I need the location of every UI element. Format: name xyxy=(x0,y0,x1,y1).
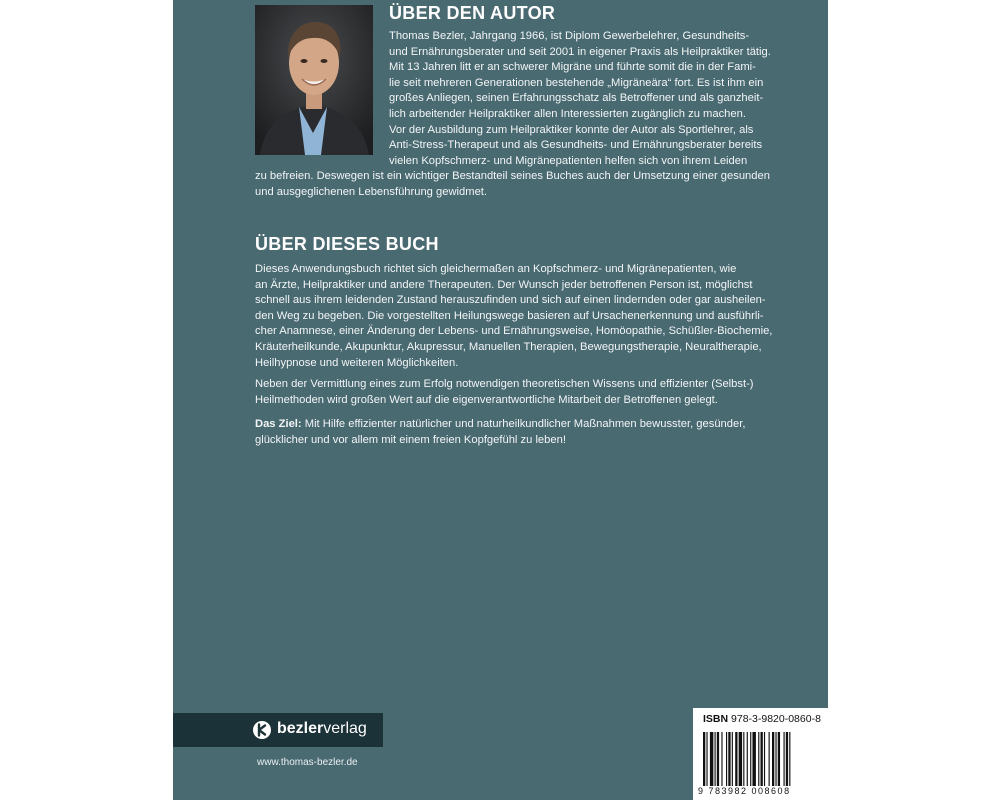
author-bio-line: lich arbeitender Heilpraktiker allen Interessierten zugänglich zu machen. xyxy=(389,107,746,120)
publisher-name-regular: verlag xyxy=(323,720,367,737)
author-bio-line: und Ernährungsberater und seit 2001 in eigener Praxis als Heilpraktiker tätig. xyxy=(389,45,771,58)
book-description-paragraph-1 xyxy=(255,262,772,371)
barcode-digits: 9 783982 008608 xyxy=(698,786,791,796)
barcode-bar xyxy=(752,732,755,786)
barcode-bar xyxy=(721,732,722,786)
barcode-bar xyxy=(758,732,759,786)
publisher-logo-bar xyxy=(173,713,383,747)
barcode-bar xyxy=(732,732,733,786)
bezler-logo-icon xyxy=(253,721,271,739)
barcode-bar xyxy=(761,732,763,786)
barcode-bar xyxy=(750,732,751,786)
author-bio-line: Vor der Ausbildung zum Heilpraktiker konnte der Autor als Sportlehrer, als xyxy=(389,123,754,136)
barcode-bar xyxy=(764,732,765,786)
book-text-line: schnell aus ihrem leidenden Zustand herauszufinden und sich auf einen lindernden oder gar ausheilen- xyxy=(255,294,766,307)
author-bio-block xyxy=(389,29,771,169)
goal-text: Mit Hilfe effizienter natürlicher und naturheilkundlicher Maßnahmen bewusster, gesünder, xyxy=(301,418,746,430)
barcode-bar xyxy=(706,732,707,786)
book-heading: ÜBER DIESES BUCH xyxy=(255,234,439,254)
barcode-bar xyxy=(743,732,744,786)
book-text-line: Kräuterheilkunde, Akupunktur, Akupressur, Manuellen Therapien, Bewegungstherapie, Neuraltherapie, xyxy=(255,340,762,353)
barcode-bar xyxy=(747,732,748,786)
author-bio-line: Thomas Bezler, Jahrgang 1966, ist Diplom Gewerbelehrer, Gesundheits- xyxy=(389,30,750,42)
author-portrait-image xyxy=(255,5,373,155)
book-goal-line xyxy=(255,417,745,433)
barcode-bar xyxy=(710,732,713,786)
barcode-bar xyxy=(772,732,774,786)
publisher-url: www.thomas-bezler.de xyxy=(257,757,358,768)
author-portrait xyxy=(255,5,373,155)
author-bio-line: zu befreien. Deswegen ist ein wichtiger Bestandteil seines Buches auch der Umsetzung einer gesunden xyxy=(255,170,770,182)
author-bio-line: und ausgeglichenen Lebensführung gewidmet. xyxy=(255,185,488,198)
barcode-bar xyxy=(775,732,776,786)
book-text-line: cher Anamnese, einer Änderung der Lebens- und Ernährungsweise, Homöopathie, Schüßler-Biochemie, xyxy=(255,325,773,338)
book-text-line: Neben der Vermittlung eines zum Erfolg notwendigen theoretischen Wissens und effizienter (Selbst-) xyxy=(255,378,754,390)
book-goal-paragraph xyxy=(255,417,745,448)
book-description-paragraph-2 xyxy=(255,377,754,408)
author-bio-continuation xyxy=(255,169,770,200)
isbn-text xyxy=(703,713,821,725)
barcode-bar xyxy=(739,732,742,786)
barcode-bar xyxy=(784,732,785,786)
barcode-bar xyxy=(789,732,790,786)
author-bio-line: großes Anliegen, seinen Erfahrungsschatz als Betroffener und als ganzheit- xyxy=(389,92,764,105)
goal-label: Das Ziel: xyxy=(255,418,302,430)
book-text-line: Heilhypnose und weiteren Möglichkeiten. xyxy=(255,356,459,369)
isbn-number: 978-3-9820-0860-8 xyxy=(728,713,821,725)
barcode-icon xyxy=(703,732,818,786)
book-text-line: den Weg zu begeben. Die vorgestellten Heilungswege basieren auf Ursachenerkennung und ausführli- xyxy=(255,309,764,322)
barcode-bar xyxy=(703,732,705,786)
barcode-bar xyxy=(715,732,716,786)
author-bio-line: Mit 13 Jahren litt er an schwerer Migräne und führte somit die in der Fami- xyxy=(389,61,756,74)
book-text-line: an Ärzte, Heilpraktiker und andere Therapeuten. Der Wunsch jeder betroffenen Person ist, möglichst xyxy=(255,278,753,291)
barcode-bar xyxy=(717,732,719,786)
book-goal-line: glücklicher und vor allem mit einem freien Kopfgefühl zu leben! xyxy=(255,433,566,446)
book-text-line: Dieses Anwendungsbuch richtet sich gleichermaßen an Kopfschmerz- und Migränepatienten, wie xyxy=(255,263,737,275)
barcode-bar xyxy=(769,732,770,786)
barcode-bar xyxy=(786,732,788,786)
isbn-box xyxy=(693,708,828,800)
author-bio-line: lie seit mehreren Generationen bestehende „Migräneära“ fort. Es ist ihm ein xyxy=(389,76,764,89)
author-bio-line: vielen Kopfschmerz- und Migränepatienten helfen sich von ihrem Leiden xyxy=(389,154,748,167)
author-heading: ÜBER DEN AUTOR xyxy=(389,3,556,23)
barcode-bar xyxy=(728,732,730,786)
barcode-bar xyxy=(726,732,727,786)
isbn-label: ISBN xyxy=(703,713,729,725)
book-text-line: Heilmethoden wird großen Wert auf die eigenverantwortliche Mitarbeit der Betroffenen gelegt. xyxy=(255,393,718,406)
author-bio-line: Anti-Stress-Therapeut und als Gesundheits- und Ernährungsberater bereits xyxy=(389,139,763,152)
book-back-cover xyxy=(173,0,828,800)
barcode-bar xyxy=(735,732,737,786)
publisher-name xyxy=(277,720,367,738)
barcode-bar xyxy=(778,732,780,786)
publisher-name-bold: bezler xyxy=(277,720,324,737)
